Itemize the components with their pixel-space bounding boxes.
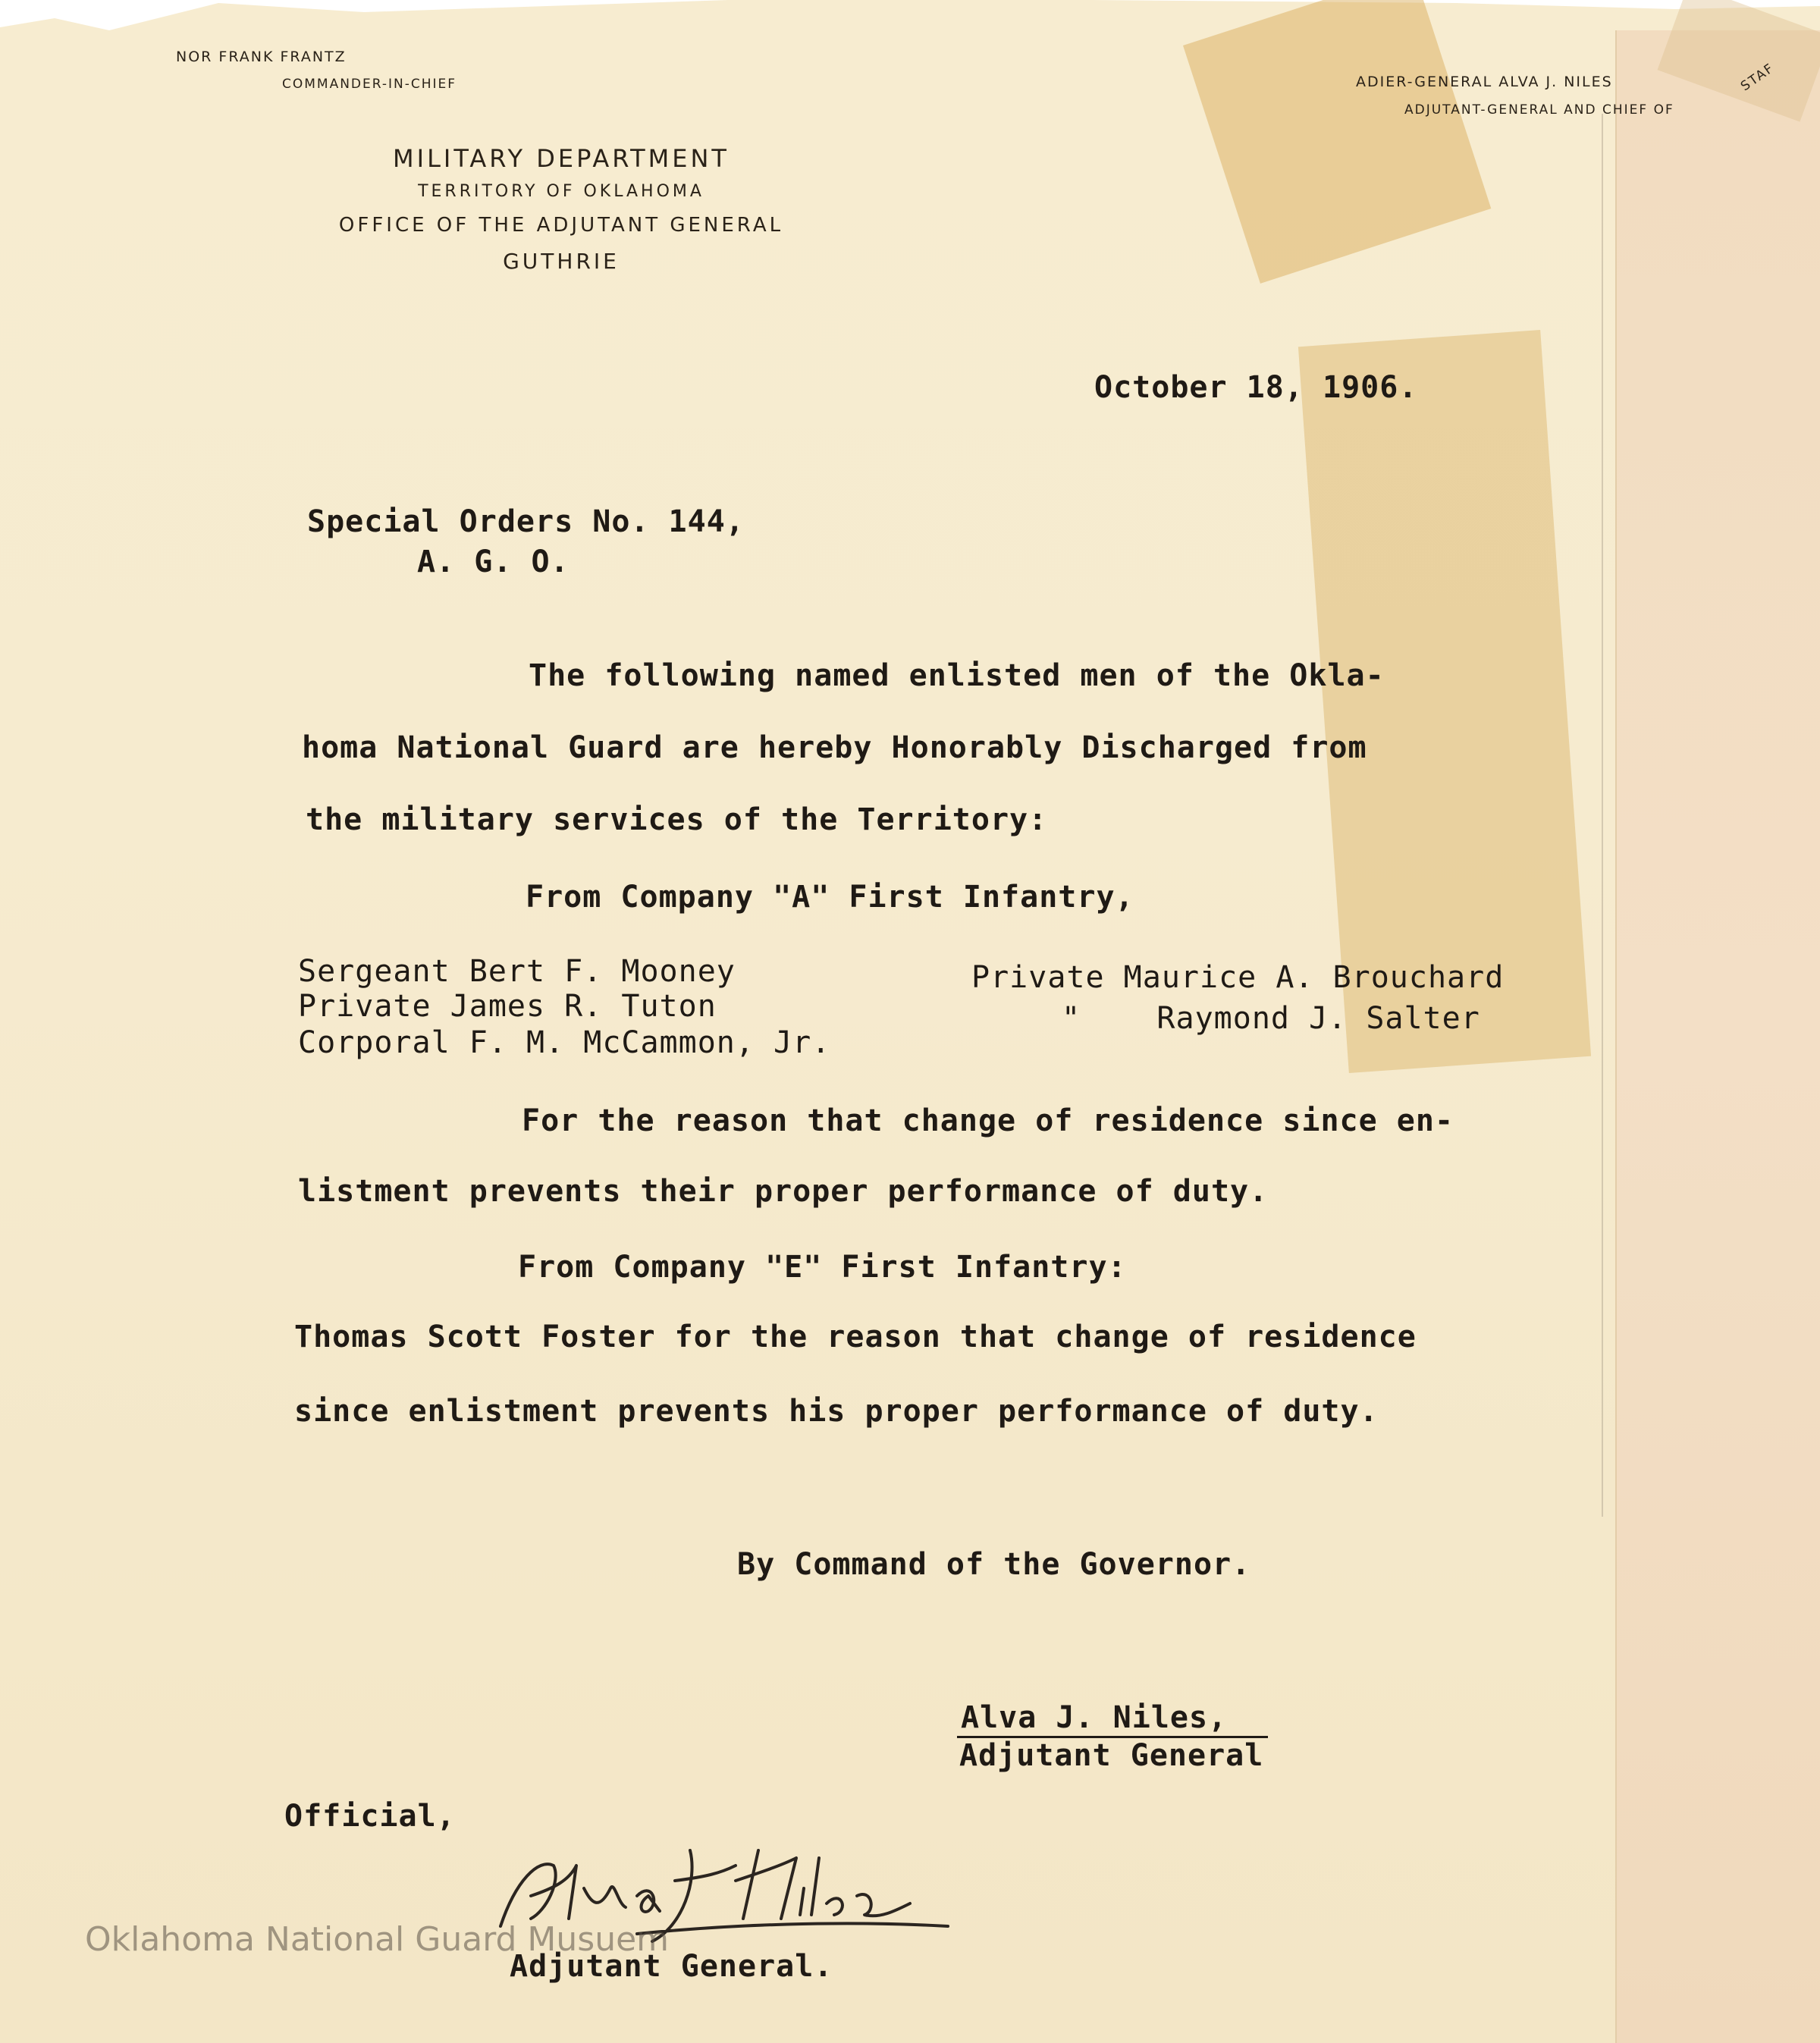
reason-line1: For the reason that change of residence since en-: [522, 1103, 1454, 1138]
foster-line1: Thomas Scott Foster for the reason that change of residence: [294, 1320, 1417, 1354]
letterhead-office: OFFICE OF THE ADJUTANT GENERAL: [338, 214, 784, 237]
company-a-heading: From Company "A" First Infantry,: [526, 880, 1134, 915]
letterhead-staff: STAF: [1738, 60, 1778, 95]
letterhead-territory: TERRITORY OF OKLAHOMA: [418, 182, 704, 201]
letterhead-adjutant: ADIER-GENERAL ALVA J. NILES: [1356, 74, 1613, 90]
by-command: By Command of the Governor.: [737, 1547, 1251, 1582]
official-title: Adjutant General.: [510, 1949, 833, 1984]
torn-edge: [0, 0, 1820, 30]
order-office: A. G. O.: [417, 544, 570, 579]
fold-line: [1602, 114, 1603, 1517]
letterhead-adjutant-title: ADJUTANT-GENERAL AND CHIEF OF: [1404, 102, 1674, 118]
letterhead-governor: NOR FRANK FRANTZ: [176, 49, 347, 65]
man-mooney: Sergeant Bert F. Mooney: [298, 954, 736, 989]
man-brouchard: Private Maurice A. Brouchard: [971, 960, 1505, 995]
company-e-heading: From Company "E" First Infantry:: [518, 1250, 1127, 1285]
letter-date: October 18, 1906.: [1094, 370, 1418, 405]
order-number: Special Orders No. 144,: [307, 504, 745, 539]
man-tuton: Private James R. Tuton: [298, 989, 717, 1024]
tape-top: [1183, 0, 1491, 284]
foster-line2: since enlistment prevents his proper performance of duty.: [294, 1394, 1379, 1429]
man-salter: " Raymond J. Salter: [1062, 1001, 1480, 1036]
paper-right-strip: [1615, 30, 1820, 2043]
para1-line3: the military services of the Territory:: [306, 802, 1048, 837]
letterhead-commander: COMMANDER-IN-CHIEF: [282, 77, 457, 92]
para1-line1: The following named enlisted men of the Okla-: [529, 658, 1385, 693]
signature-title: Adjutant General: [959, 1738, 1264, 1773]
watermark-text: Oklahoma National Guard Musuem: [85, 1920, 670, 1959]
official-label: Official,: [284, 1799, 456, 1834]
para1-line2: homa National Guard are hereby Honorably Discharged from: [302, 730, 1367, 765]
man-mccammon: Corporal F. M. McCammon, Jr.: [298, 1025, 831, 1060]
reason-line2: listment prevents their proper performance of duty.: [298, 1174, 1269, 1209]
signature-name: Alva J. Niles,: [961, 1700, 1228, 1735]
letterhead-title: MILITARY DEPARTMENT: [393, 144, 730, 173]
letterhead-city: GUTHRIE: [503, 249, 620, 274]
